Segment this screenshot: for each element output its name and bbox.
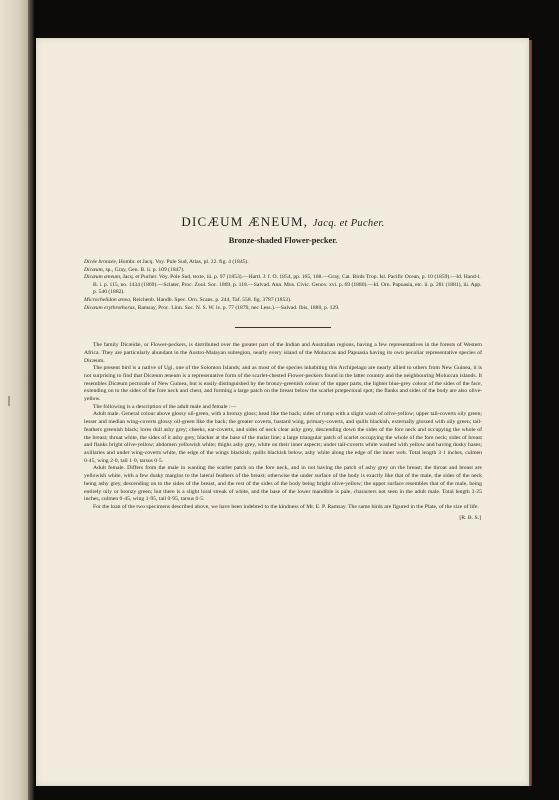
- facing-page-edge: [0, 0, 28, 800]
- page-content: [84, 214, 482, 521]
- reference-entry: Dicæum æneum, Jacq. et Pucher. Voy. Pole Sud, texte, iii. p. 97 (1853).—Hartl. J. f. O. 1854, pp. 165, 168.—Gray, Cat. Birds Trop. Isl. Pacific Ocean, p. 10 (1859).—Id. Hand-l. B. i. p. 115, no. 1434 (1869).—Sclater, Proc. Zool. Soc. 1869, p. 118.—Salvad. Ann. Mus. Civic. Genov. xvi. p. 69 (1880).—Id. Orn. Papuasia, etc. ii. p. 281 (1881), iii. App. p. 540 (1882).: [84, 274, 482, 296]
- facing-page-mark: [8, 396, 10, 406]
- reference-entry: Dicée bronzée, Hombr. et Jacq. Voy. Pole Sud, Atlas, pl. 22. fig. 4 (1845).: [84, 259, 249, 265]
- species-authority: Jacq. et Pucher.: [312, 218, 385, 229]
- synonymy-list: [84, 259, 482, 312]
- paragraph: The present bird is a native of Ugi, one of the Solomon Islands; and as most of the species inhabiting this Archipelago are nearly allied to others from New Guinea, it is not surprising to find that Dicæum æneum is a representative form of the scarlet-chested Flower-peckers found in the latter country and the neighbouring Moluccan islands. It resembles Dicæum pectorale of New Guinea, but is easily distinguished by the bronzy-greenish colour of the upper parts, the lighter blue-grey colour of the sides of the face, extending on to the sides of the fore neck and chest, and forming a large patch on the breast below the scarlet præpectoral spot; the flanks and sides of the body are also olive-yellow.: [84, 365, 482, 403]
- species-title: [84, 214, 482, 230]
- paragraph: The following is a description of the adult male and female :—: [93, 403, 237, 410]
- reference-entry: Dicæum, sp., Gray, Gen. B. ii. p. 109 (1847).: [84, 266, 185, 273]
- book-page: [36, 38, 529, 786]
- description-text: [84, 342, 482, 511]
- species-name: DICÆUM ÆNEUM,: [181, 214, 309, 229]
- paragraph: Adult male. General colour above glossy oil-green, with a bronzy gloss; head like the back; sides of rump with a slight wash of olive-yellow; upper tail-coverts oily green; lesser and median wing-coverts glossy oil-green like the back; the greater coverts, bastard wing, primary-coverts, and quills blackish, externally glossed with oily green; tail-feathers greenish black; lores dull ashy grey; cheeks, ear-coverts, and sides of neck clear ashy grey, descending down the sides of the fore neck and occupying the whole of the breast; throat white, the sides of it ashy grey, blacker at the base of the malar line; a large triangular patch of scarlet occupying the whole of the fore neck; sides of breast and flanks bright olive-yellow; abdomen yellowish white; thighs ashy grey, white on their inner aspects; under tail-coverts white washed with yellow and having dusky bases; axillaries and under wing-coverts white, the edge of the wings blackish; quills blackish below, ashy white along the edge of the inner web. Total length 3·1 inches, culmen 0·45, wing 2·0, tail 1·0, tarsus 0·5.: [84, 411, 482, 464]
- paragraph: Adult female. Differs from the male in wanting the scarlet patch on the fore neck, and in not having the patch of ashy grey on the breast; the throat and breast are yellowish white, with a few dusky margins to the lateral feathers of the breast; otherwise the under surface of the body is exactly like that of the male, the sides of the neck being ashy grey, descending on to the sides of the breast, and the rest of the sides of the body being bright olive-yellow; the upper surface resembles that of the male, being entirely oily or bronzy green; but there is a slight loral streak of white, and the base of the lower mandible is pale, characters not seen in the adult male. Total length 3·25 inches, culmen 0·45, wing 1·95, tail 0·95, tarsus 0·5.: [84, 465, 482, 503]
- reference-entry: Dicæum erythrothorax, Ramsay, Proc. Linn. Soc. N. S. W. iv. p. 77 (1879, nec Less.).—Salvad. Ibis, 1880, p. 129.: [84, 304, 340, 311]
- reference-entry: Microchelidon ænea, Reichenb. Handb. Spec. Orn. Scans. p. 244, Taf. 558. fig. 3787 (1853).: [84, 296, 292, 303]
- section-divider: [235, 327, 331, 328]
- paragraph: For the loan of the two specimens described above, we have been indebted to the kindness of Mr. E. P. Ramsay. The same birds are figured in the Plate, of the size of life.: [93, 503, 479, 510]
- common-name: Bronze-shaded Flower-pecker.: [228, 236, 338, 245]
- author-signature: [R. B. S.]: [459, 514, 481, 521]
- paragraph: The family Dicæidæ, or Flower-peckers, is distributed over the greater part of the Indian and Australian regions, having a few representatives in the forests of Western Africa. They are particularly abundant in the Austro-Malayan subregion, nearly every island of the Moluccas and Papuasia having its own peculiar representative species of Dicæum.: [84, 342, 482, 364]
- book-gutter: [28, 0, 34, 800]
